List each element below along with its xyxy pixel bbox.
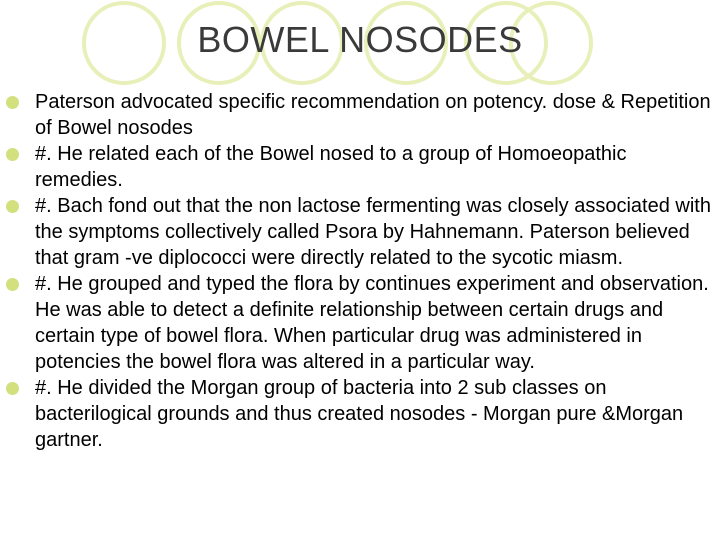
slide-title: BOWEL NOSODES (197, 19, 523, 60)
bullet-dot-icon (6, 148, 19, 161)
bullet-dot-icon (6, 382, 19, 395)
bullet-dot-icon (6, 200, 19, 213)
bullet-item (0, 141, 720, 193)
bullet-text: #. He related each of the Bowel nosed to a group of Homoeopathic remedies. (35, 143, 627, 191)
bullet-item (0, 193, 720, 271)
bullet-item (0, 89, 720, 141)
bullet-text: #. He divided the Morgan group of bacteria into 2 sub classes on bacterilogical grounds and thus created nosodes - Morgan pure &Morgan gartner. (35, 377, 684, 451)
bullet-item (0, 375, 720, 453)
bullet-text: #. He grouped and typed the flora by continues experiment and observation. He was able to detect a definite relationship between certain drugs and certain type of bowel flora. When particular drug was administered in potencies the bowel flora was altered in a particular way. (35, 273, 709, 373)
bullet-dot-icon (6, 278, 19, 291)
bullet-text: Paterson advocated specific recommendation on potency. dose & Repetition of Bowel nosodes (35, 91, 711, 139)
bullet-text: #. Bach fond out that the non lactose fermenting was closely associated with the symptoms collectively called Psora by Hahnemann. Paterson believed that gram -ve diplococci were directly related to the sycotic miasm. (35, 195, 711, 269)
bullet-list (0, 89, 720, 453)
bullet-dot-icon (6, 96, 19, 109)
bullet-item (0, 271, 720, 375)
